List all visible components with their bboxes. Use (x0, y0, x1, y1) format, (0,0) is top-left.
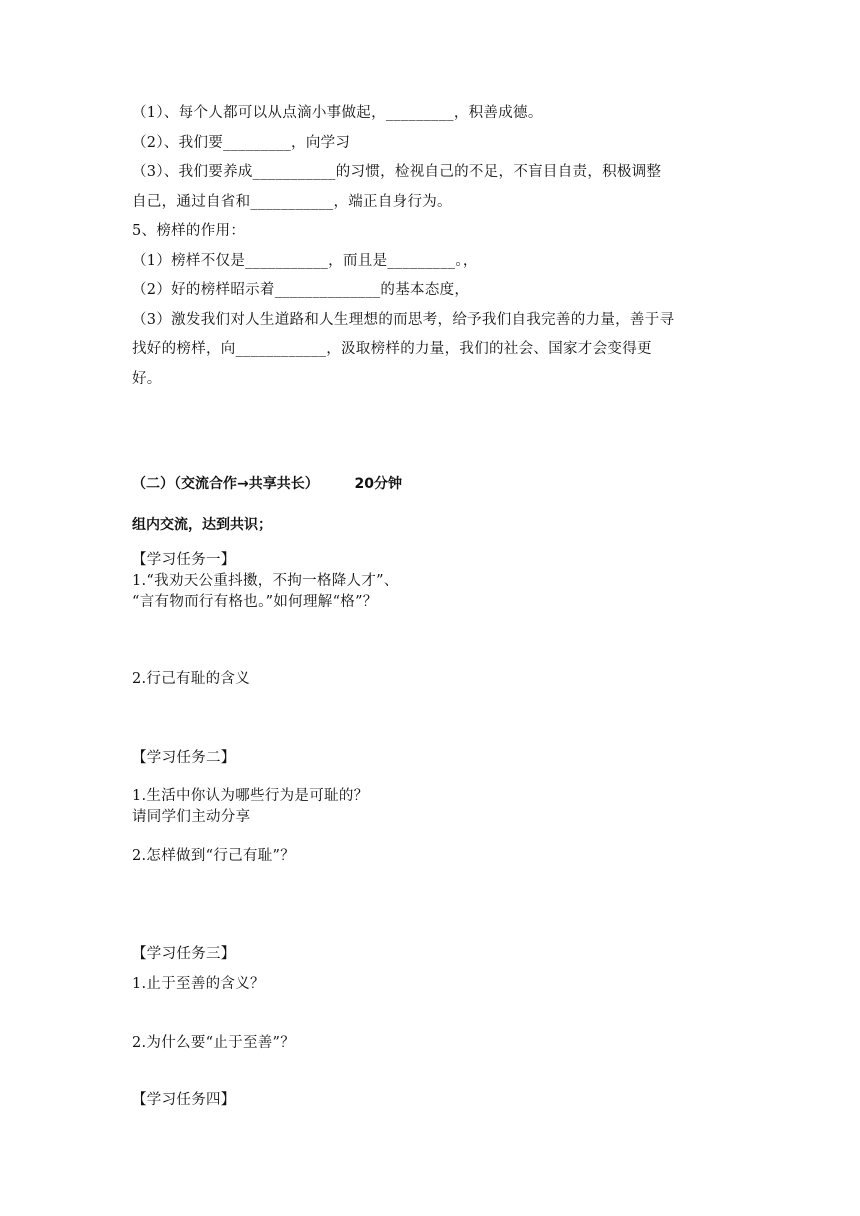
paragraph-line: （3）激发我们对人生道路和人生理想的而思考，给予我们自我完善的力量，善于寻 (132, 311, 675, 328)
paragraph-line: （2）、我们要_________，向学习 (132, 134, 351, 151)
section-heading-text: （二）（交流合作→共享共长） (132, 476, 319, 492)
paragraph-line: 自己，通过自省和___________，端正自身行为。 (132, 193, 452, 210)
section-subheading: 组内交流，达到共识； (132, 517, 272, 533)
paragraph-line: （2）好的榜样昭示着______________的基本态度， (132, 282, 470, 298)
fill-in-section (132, 99, 732, 394)
paragraph-line: 好。 (132, 370, 162, 387)
task1-question1-line1: 1.“我劝天公重抖擞，不拘一格降人才”、 (132, 573, 399, 589)
task1-title: 【学习任务一】 (132, 552, 236, 568)
task3-question1: 1.止于至善的含义？ (132, 976, 265, 992)
paragraph-line: 5、榜样的作用： (132, 223, 246, 239)
paragraph-line: 找好的榜样，向____________，汲取榜样的力量，我们的社会、国家才会变得更 (132, 341, 652, 357)
task1-question2: 2.行己有耻的含义 (132, 671, 251, 687)
task2-title: 【学习任务二】 (132, 750, 236, 766)
paragraph-line: （1）榜样不仅是___________，而且是_________。， (132, 252, 478, 269)
paragraph-line: （3）、我们要养成___________的习惯，检视自己的不足，不盲目自责，积极调整 (132, 164, 662, 180)
task4-title: 【学习任务四】 (132, 1092, 236, 1108)
task2-question2: 2.怎样做到“行己有耻”？ (132, 848, 296, 864)
section-duration: 20分钟 (354, 476, 402, 492)
task2-question1-line2: 请同学们主动分享 (132, 809, 251, 825)
task1-question1-line2: “言有物而行有格也。”如何理解“格”？ (132, 594, 378, 610)
task2-question1-line1: 1.生活中你认为哪些行为是可耻的？ (132, 788, 369, 804)
section-heading (132, 473, 402, 493)
task3-title: 【学习任务三】 (132, 946, 236, 962)
task3-question2: 2.为什么要“止于至善”？ (132, 1035, 296, 1051)
paragraph-line: （1）、每个人都可以从点滴小事做起，_________，积善成德。 (132, 105, 543, 121)
